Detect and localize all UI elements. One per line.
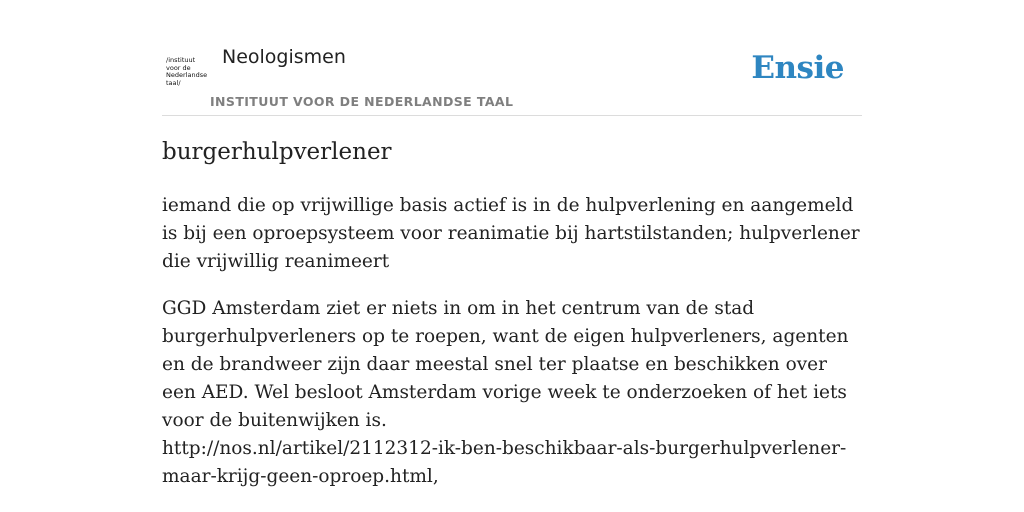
institute-logo[interactable] xyxy=(166,57,210,87)
example-quote xyxy=(162,295,862,491)
headword: burgerhulpverlener xyxy=(162,139,392,165)
ensie-logo[interactable]: Ensie xyxy=(751,50,844,86)
logo-line: taal/ xyxy=(166,78,181,87)
logo-line: Nederlandse xyxy=(166,71,208,80)
logo-line: /instituut xyxy=(166,56,196,64)
header-divider xyxy=(162,115,862,116)
example-text: GGD Amsterdam ziet er niets in om in het centrum van de stad burgerhulpverleners op te roepen, want de eigen hulpverleners, agenten en de brandweer zijn daar meestal snel ter plaatse en beschikken over een AED. Wel besloot Amsterdam vorige week te onderzoeken of het iets voor de buitenwijken is. xyxy=(162,298,849,431)
organization-name: INSTITUUT VOOR DE NEDERLANDSE TAAL xyxy=(210,94,514,109)
logo-line: voor de xyxy=(166,63,191,72)
site-title[interactable]: Neologismen xyxy=(222,46,346,68)
entry-card xyxy=(162,0,862,512)
source-link[interactable]: http://nos.nl/artikel/2112312-ik-ben-beschikbaar-als-burgerhulpverlener-maar-krijg-geen-oproep.html, xyxy=(162,438,847,487)
definition-text: iemand die op vrijwillige basis actief is in de hulpverlening en aangemeld is bij een oproepsysteem voor reanimatie bij hartstilstanden; hulpverlener die vrijwillig reanimeert xyxy=(162,195,860,272)
